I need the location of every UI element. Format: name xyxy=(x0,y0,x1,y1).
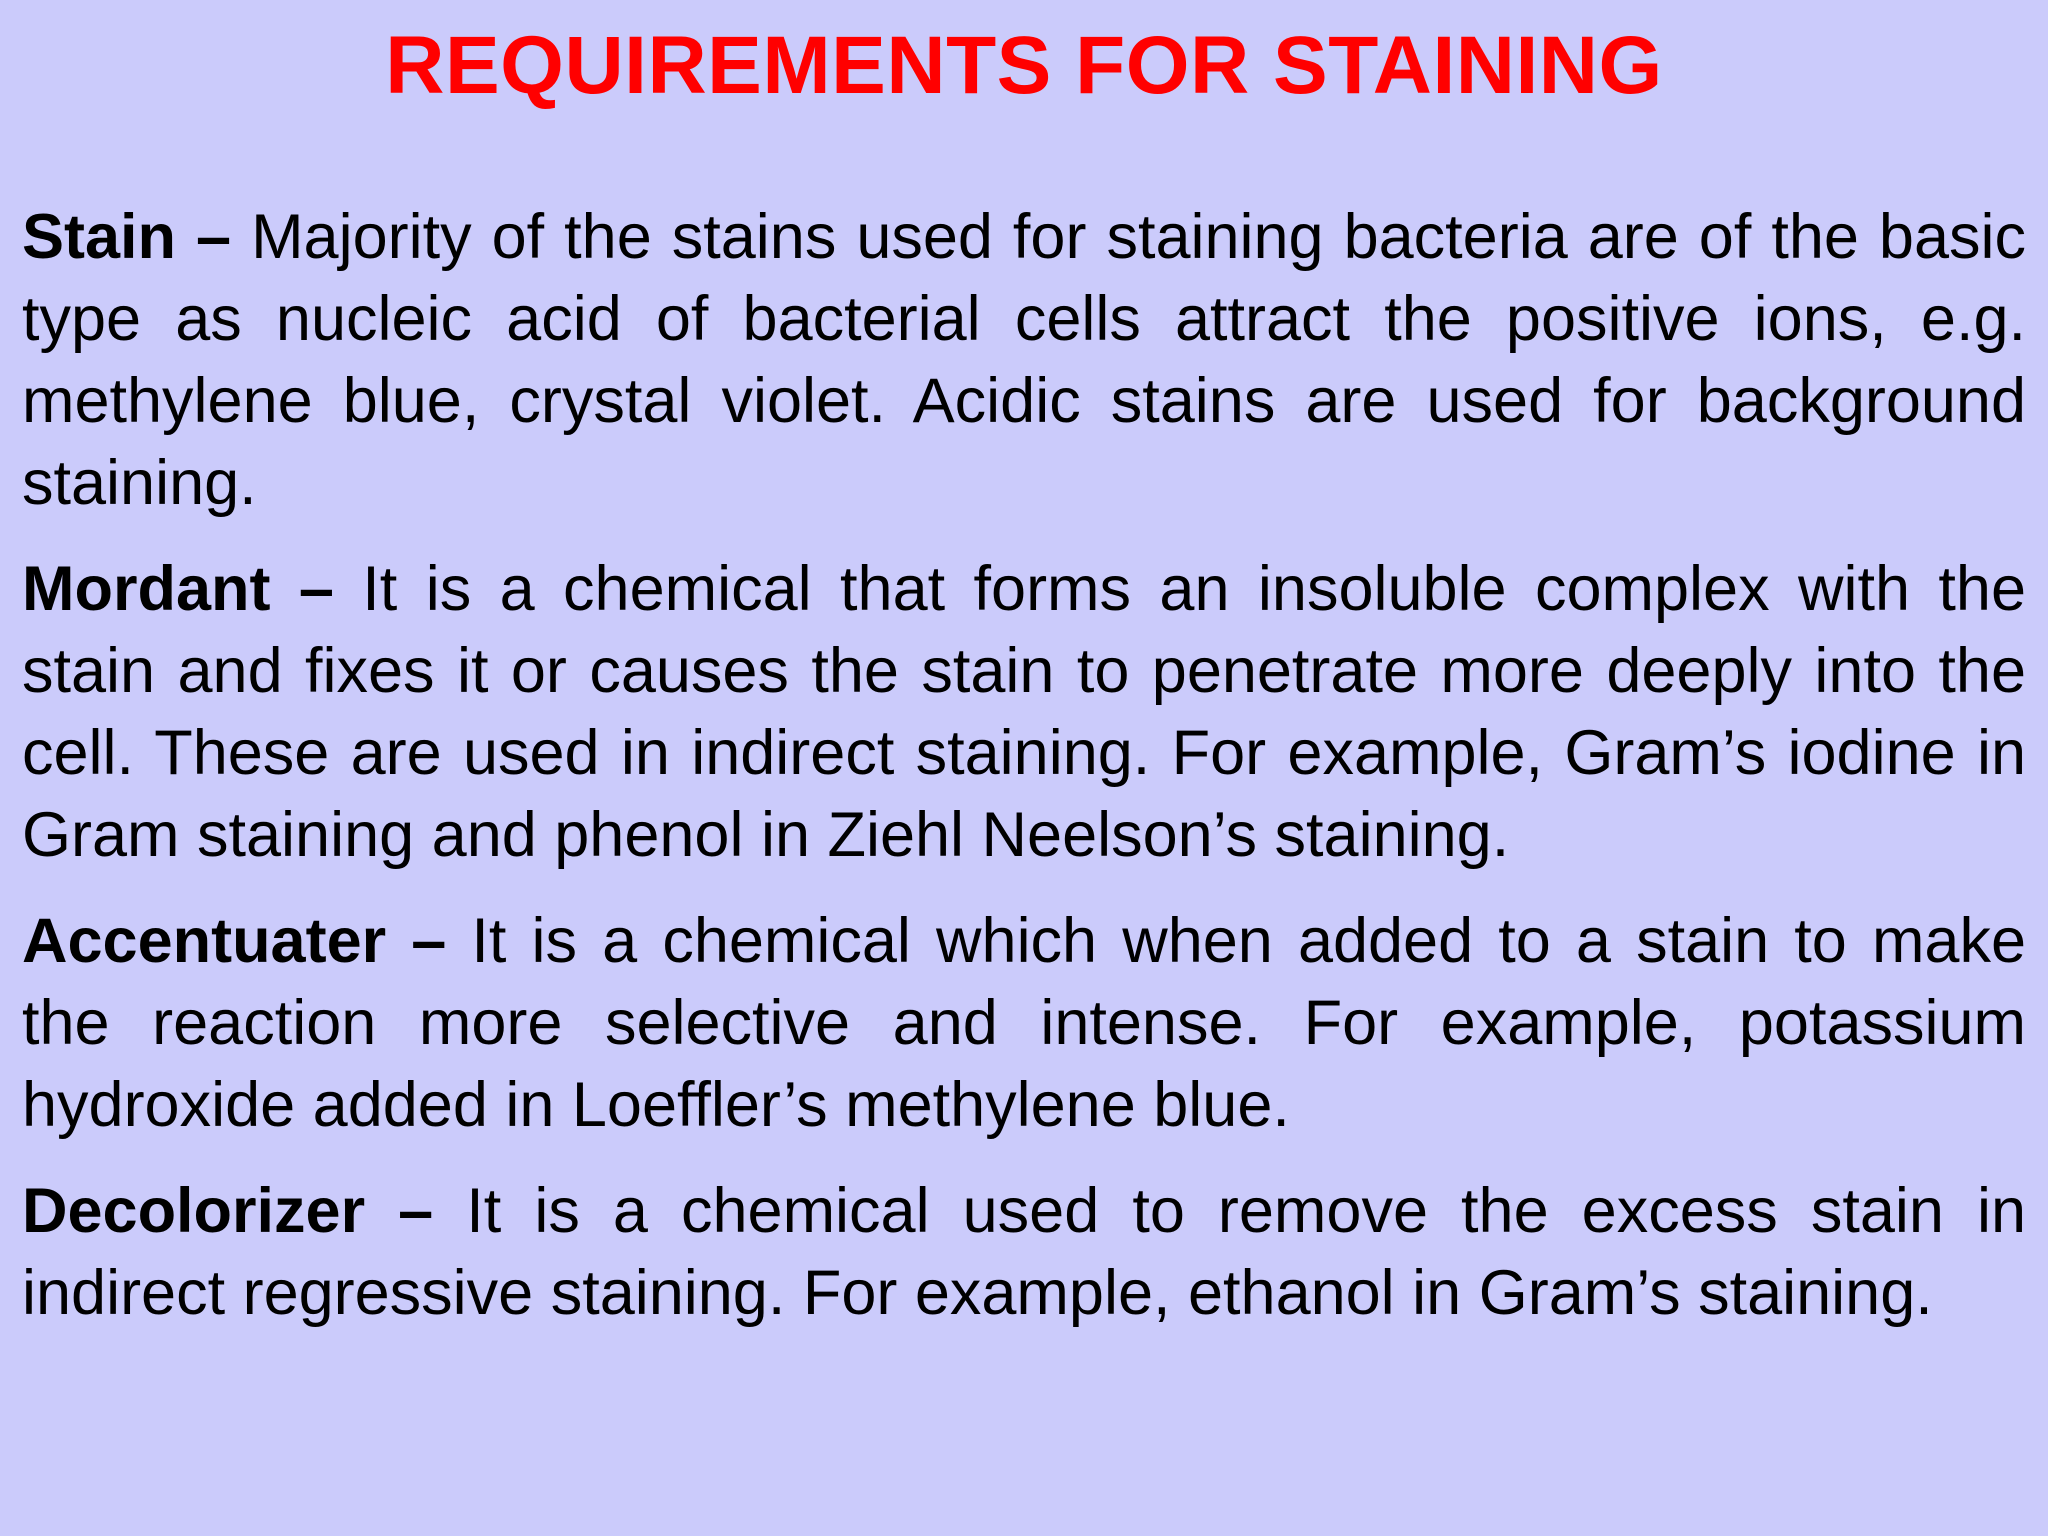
paragraph-stain xyxy=(22,196,2026,524)
paragraph-decolorizer xyxy=(22,1170,2026,1334)
slide-title: REQUIREMENTS FOR STAINING xyxy=(385,20,1663,111)
definition-stain: Majority of the stains used for staining bacteria are of the basic type as nucleic acid of bacterial cells attract the positive ions, e.g. methylene blue, crystal violet. Acidic stains are used for background staining. xyxy=(22,202,2026,518)
slide-body xyxy=(22,196,2026,1334)
paragraph-accentuater xyxy=(22,900,2026,1146)
term-stain: Stain – xyxy=(22,202,232,272)
definition-mordant: It is a chemical that forms an insoluble complex with the stain and fixes it or causes the stain to penetrate more deeply into the cell. These are used in indirect staining. For example, Gram’s iodine in Gram staining and phenol in Ziehl Neelson’s staining. xyxy=(22,554,2026,870)
definition-decolorizer: It is a chemical used to remove the excess stain in indirect regressive staining. For example, ethanol in Gram’s staining. xyxy=(22,1176,2026,1328)
definition-accentuater: It is a chemical which when added to a stain to make the reaction more selective and intense. For example, potassium hydroxide added in Loeffler’s methylene blue. xyxy=(22,906,2026,1140)
term-accentuater: Accentuater – xyxy=(22,906,447,976)
term-decolorizer: Decolorizer – xyxy=(22,1176,434,1246)
paragraph-mordant xyxy=(22,548,2026,876)
term-mordant: Mordant – xyxy=(22,554,334,624)
